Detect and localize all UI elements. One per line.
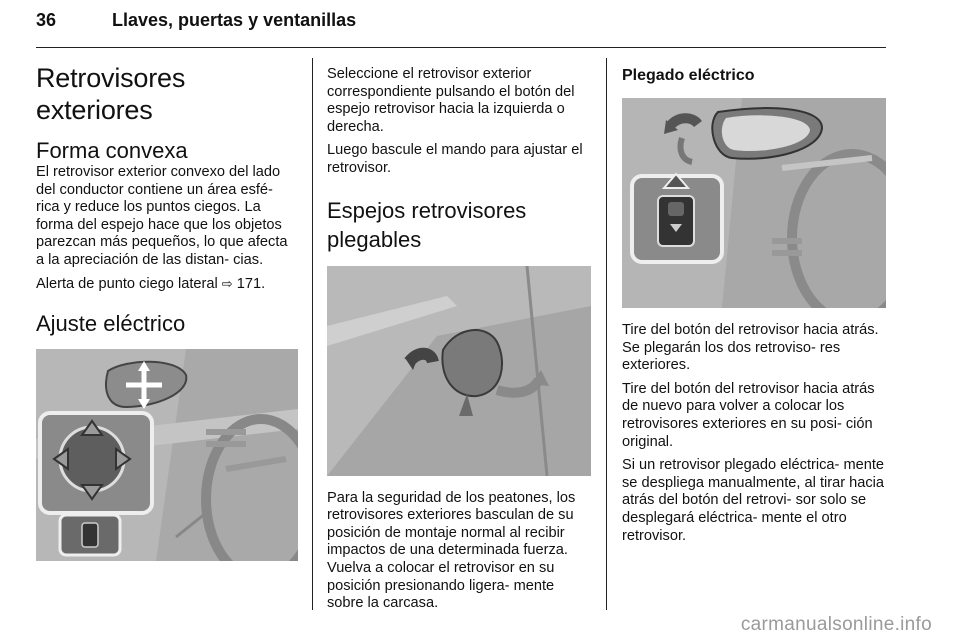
folding-heading: Espejos retrovisores plegables bbox=[327, 197, 527, 252]
blind-spot-page[interactable]: 171. bbox=[236, 275, 266, 292]
column-1 bbox=[36, 62, 298, 561]
watermark: carmanualsonline.info bbox=[740, 614, 932, 635]
electric-heading: Ajuste eléctrico bbox=[36, 311, 186, 337]
electric-fold-heading: Plegado eléctrico bbox=[622, 67, 755, 84]
blind-spot-text bbox=[36, 276, 298, 294]
pull-button-text: Tire del botón del retrovisor hacia atrás. Se plegarán los dos retroviso- res exteriores. bbox=[622, 322, 879, 374]
convex-text: El retrovisor exterior convexo del lado del conductor contiene un área esfé- rica y reduce los puntos ciegos. La forma del espejo hace que los objetos parezcan más pequeños, lo que afecta a la apreciación de las distan- cias. bbox=[36, 164, 288, 268]
column-divider-1 bbox=[312, 58, 313, 610]
pedestrian-safety-text: Para la seguridad de los peatones, los retrovisores exteriores basculan de su posición de montaje normal al recibir impactos de una determinada fuerza. Vuelva a colocar el retrovisor en su posición presionando ligera- mente sobre la carcasa. bbox=[327, 489, 576, 612]
pull-again-text: Tire del botón del retrovisor hacia atrás de nuevo para volver a colocar los retrovisores exteriores en su posi- ción original. bbox=[622, 380, 875, 450]
column-2 bbox=[327, 62, 591, 613]
select-mirror-text: Seleccione el retrovisor exterior correspondiente pulsando el botón del espejo retrovisor hacia la izquierda o derecha. bbox=[327, 66, 575, 135]
column-divider-2 bbox=[606, 58, 607, 610]
convex-heading: Forma convexa bbox=[36, 138, 188, 163]
electric-fold-illustration bbox=[622, 98, 886, 308]
chapter-title: Llaves, puertas y ventanillas bbox=[112, 10, 357, 30]
arrow-reference-icon: ⇨ bbox=[221, 276, 233, 292]
page-number: 36 bbox=[36, 10, 57, 30]
main-heading: Retrovisores exteriores bbox=[36, 63, 186, 125]
electric-adjust-illustration bbox=[36, 349, 298, 561]
blind-spot-label: Alerta de punto ciego lateral bbox=[36, 275, 218, 292]
column-3 bbox=[622, 62, 886, 545]
tilt-control-text: Luego bascule el mando para ajustar el retrovisor. bbox=[327, 142, 583, 176]
header-rule bbox=[36, 47, 886, 48]
folding-mirror-illustration bbox=[327, 266, 591, 476]
manual-unfold-text: Si un retrovisor plegado eléctrica- mente se despliega manualmente, al tirar hacia atrás del botón del retrovi- sor solo se desplegará eléctrica- mente el otro retrovisor. bbox=[622, 457, 885, 544]
